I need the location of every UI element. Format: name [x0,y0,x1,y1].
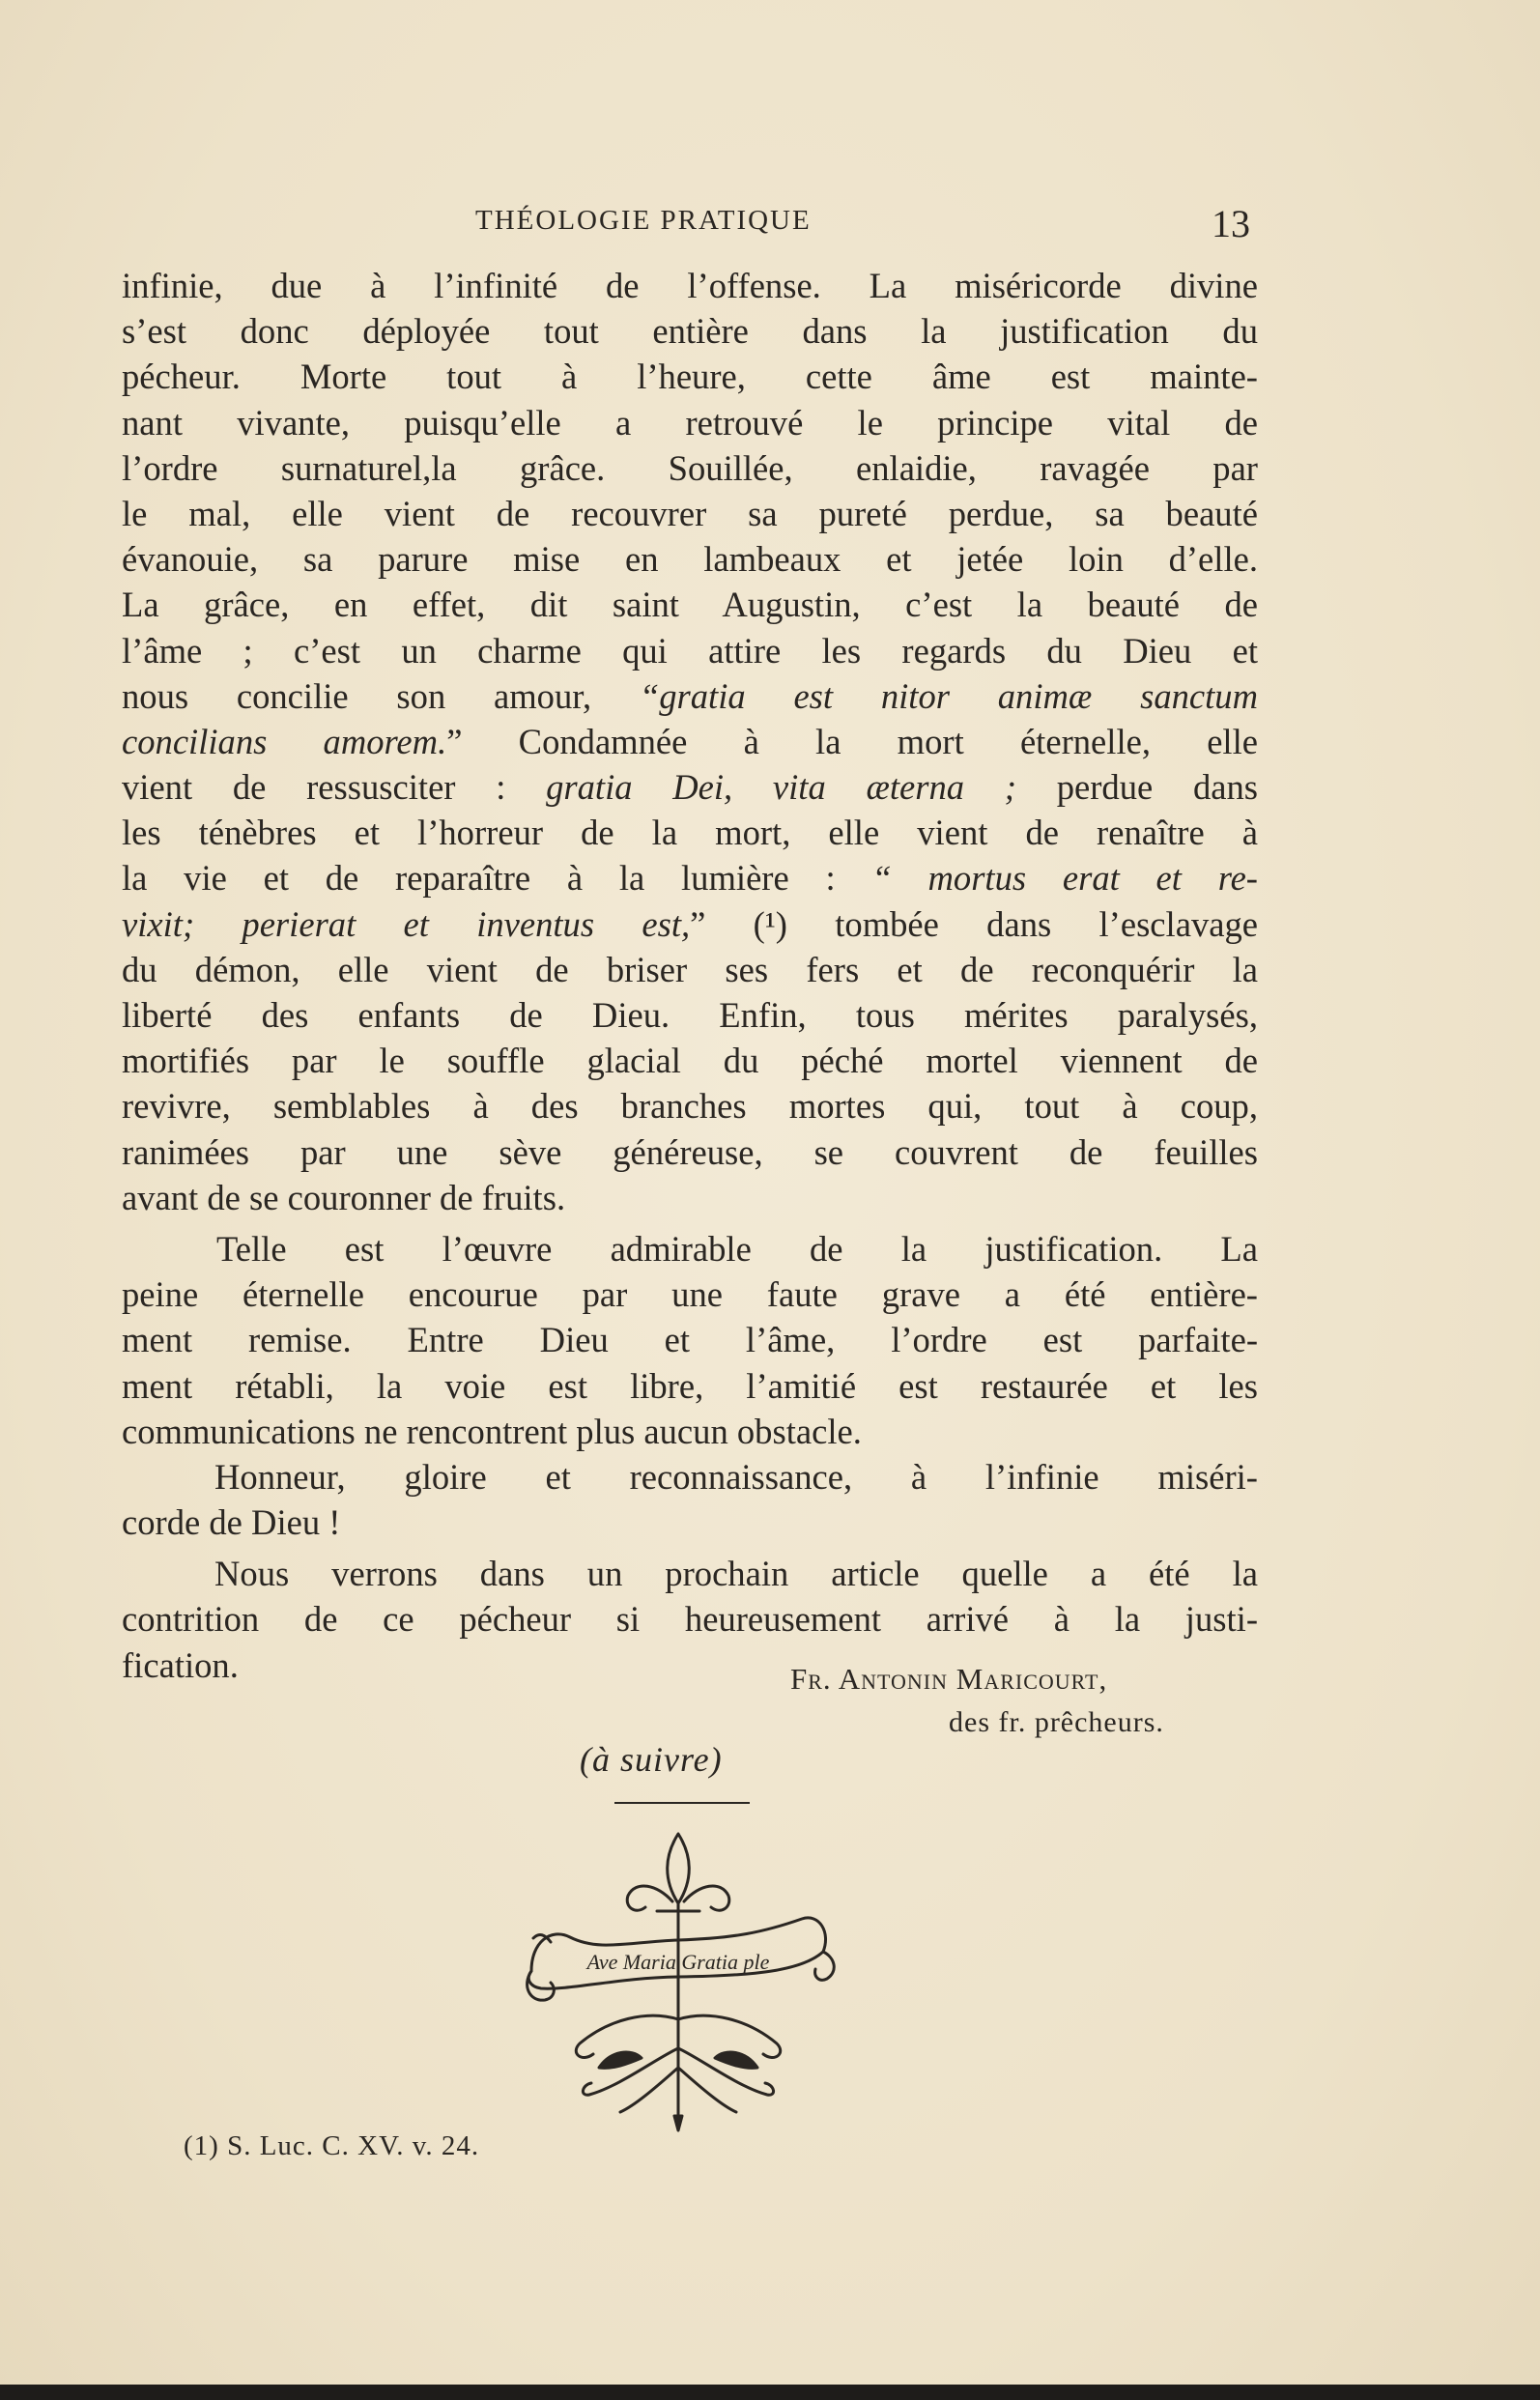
running-title: THÉOLOGIE PRATIQUE [475,205,812,236]
text-line: avant de se couronner de fruits. [122,1177,566,1217]
text-line: communications ne rencontrent plus aucun obstacle. [122,1411,862,1451]
text-line: mortifiés par le souffle glacial du péché mortel viennent de [122,1041,1258,1081]
page-number: 13 [1212,202,1250,245]
text-line: Nous verrons dans un prochain article quelle a été la [214,1554,1258,1594]
text-line: Honneur, gloire et reconnaissance, à l’infinie miséri- [214,1456,1258,1497]
latin-quote: “ mortus erat et re- [871,858,1258,899]
text-line: ranimées par une sève généreuse, se couvrent de feuilles [122,1131,1258,1172]
text-line: peine éternelle encourue par une faute grave a été entière- [122,1274,1258,1315]
text-fragment: nous concilie son amour, [122,675,640,716]
page-header [122,201,1258,249]
latin-quote: concilians amorem. [122,721,447,761]
paragraph-1 [122,263,1258,1220]
text-line: ment rétabli, la voie est libre, l’amitié est restaurée et les [122,1365,1258,1406]
divider-rule [614,1802,750,1804]
text-line: revivre, semblables à des branches mortes qui, tout à coup, [122,1086,1258,1127]
text-line: nant vivante, puisqu’elle a retrouvé le principe vital de [122,402,1258,443]
text-fragment: vient de ressusciter : [122,767,547,808]
text-fragment: perdue dans [1016,767,1259,808]
text-line: ment remise. Entre Dieu et l’âme, l’ordre est parfaite- [122,1320,1258,1360]
paragraph-3 [122,1454,1258,1545]
latin-quote: vixit; perierat et inventus est, [122,903,691,944]
text-line: Telle est l’œuvre admirable de la justification. La [216,1228,1258,1269]
text-line [122,855,1258,900]
page-bottom-edge [0,2385,1540,2400]
to-be-continued: (à suivre) [580,1740,723,1779]
text-fragment: ” Condamnée à la mort éternelle, elle [446,721,1258,761]
fleur-de-lis-ornament-icon [512,1826,845,2140]
text-line: pécheur. Morte tout à l’heure, cette âme est mainte- [122,357,1258,397]
banner-text: Ave Maria Gratia ple [586,1950,770,1974]
author-name: Fr. Antonin Maricourt, [790,1662,1108,1696]
text-line: infinie, due à l’infinité de l’offense. La miséricorde divine [122,266,1258,305]
text-line: liberté des enfants de Dieu. Enfin, tous mérites paralysés, [122,995,1258,1035]
footnote: (1) S. Luc. C. XV. v. 24. [184,2130,480,2161]
text-line [122,719,1258,764]
text-line: du démon, elle vient de briser ses fers et de reconquérir la [122,949,1258,989]
text-line: fication. [122,1644,239,1685]
latin-quote: gratia Dei, vita æterna ; [546,767,1016,808]
text-line: l’ordre surnaturel,la grâce. Souillée, enlaidie, ravagée par [122,447,1258,488]
text-line: le mal, elle vient de recouvrer sa pureté perdue, sa beauté [122,493,1258,533]
latin-quote: “gratia est nitor animæ sanctum [639,675,1259,716]
text-line: s’est donc déployée tout entière dans la justification du [122,311,1258,352]
author-title: des fr. prêcheurs. [949,1706,1164,1738]
text-line: corde de Dieu ! [122,1502,341,1543]
text-line: évanouie, sa parure mise en lambeaux et jetée loin d’elle. [122,539,1258,580]
text-line [122,764,1258,810]
text-fragment: la vie et de reparaître à la lumière : [122,858,872,899]
text-line: l’âme ; c’est un charme qui attire les regards du Dieu et [122,630,1258,671]
text-fragment: ” (¹) tombée dans l’esclavage [690,903,1258,944]
text-line: La grâce, en effet, dit saint Augustin, c’est la beauté de [122,585,1258,625]
text-line: les ténèbres et l’horreur de la mort, elle vient de renaître à [122,813,1258,853]
paragraph-2 [122,1226,1258,1454]
text-line: contrition de ce pécheur si heureusement arrivé à la justi- [122,1599,1258,1640]
body-text [122,263,1258,1688]
text-line [122,901,1258,947]
text-line [122,673,1258,719]
